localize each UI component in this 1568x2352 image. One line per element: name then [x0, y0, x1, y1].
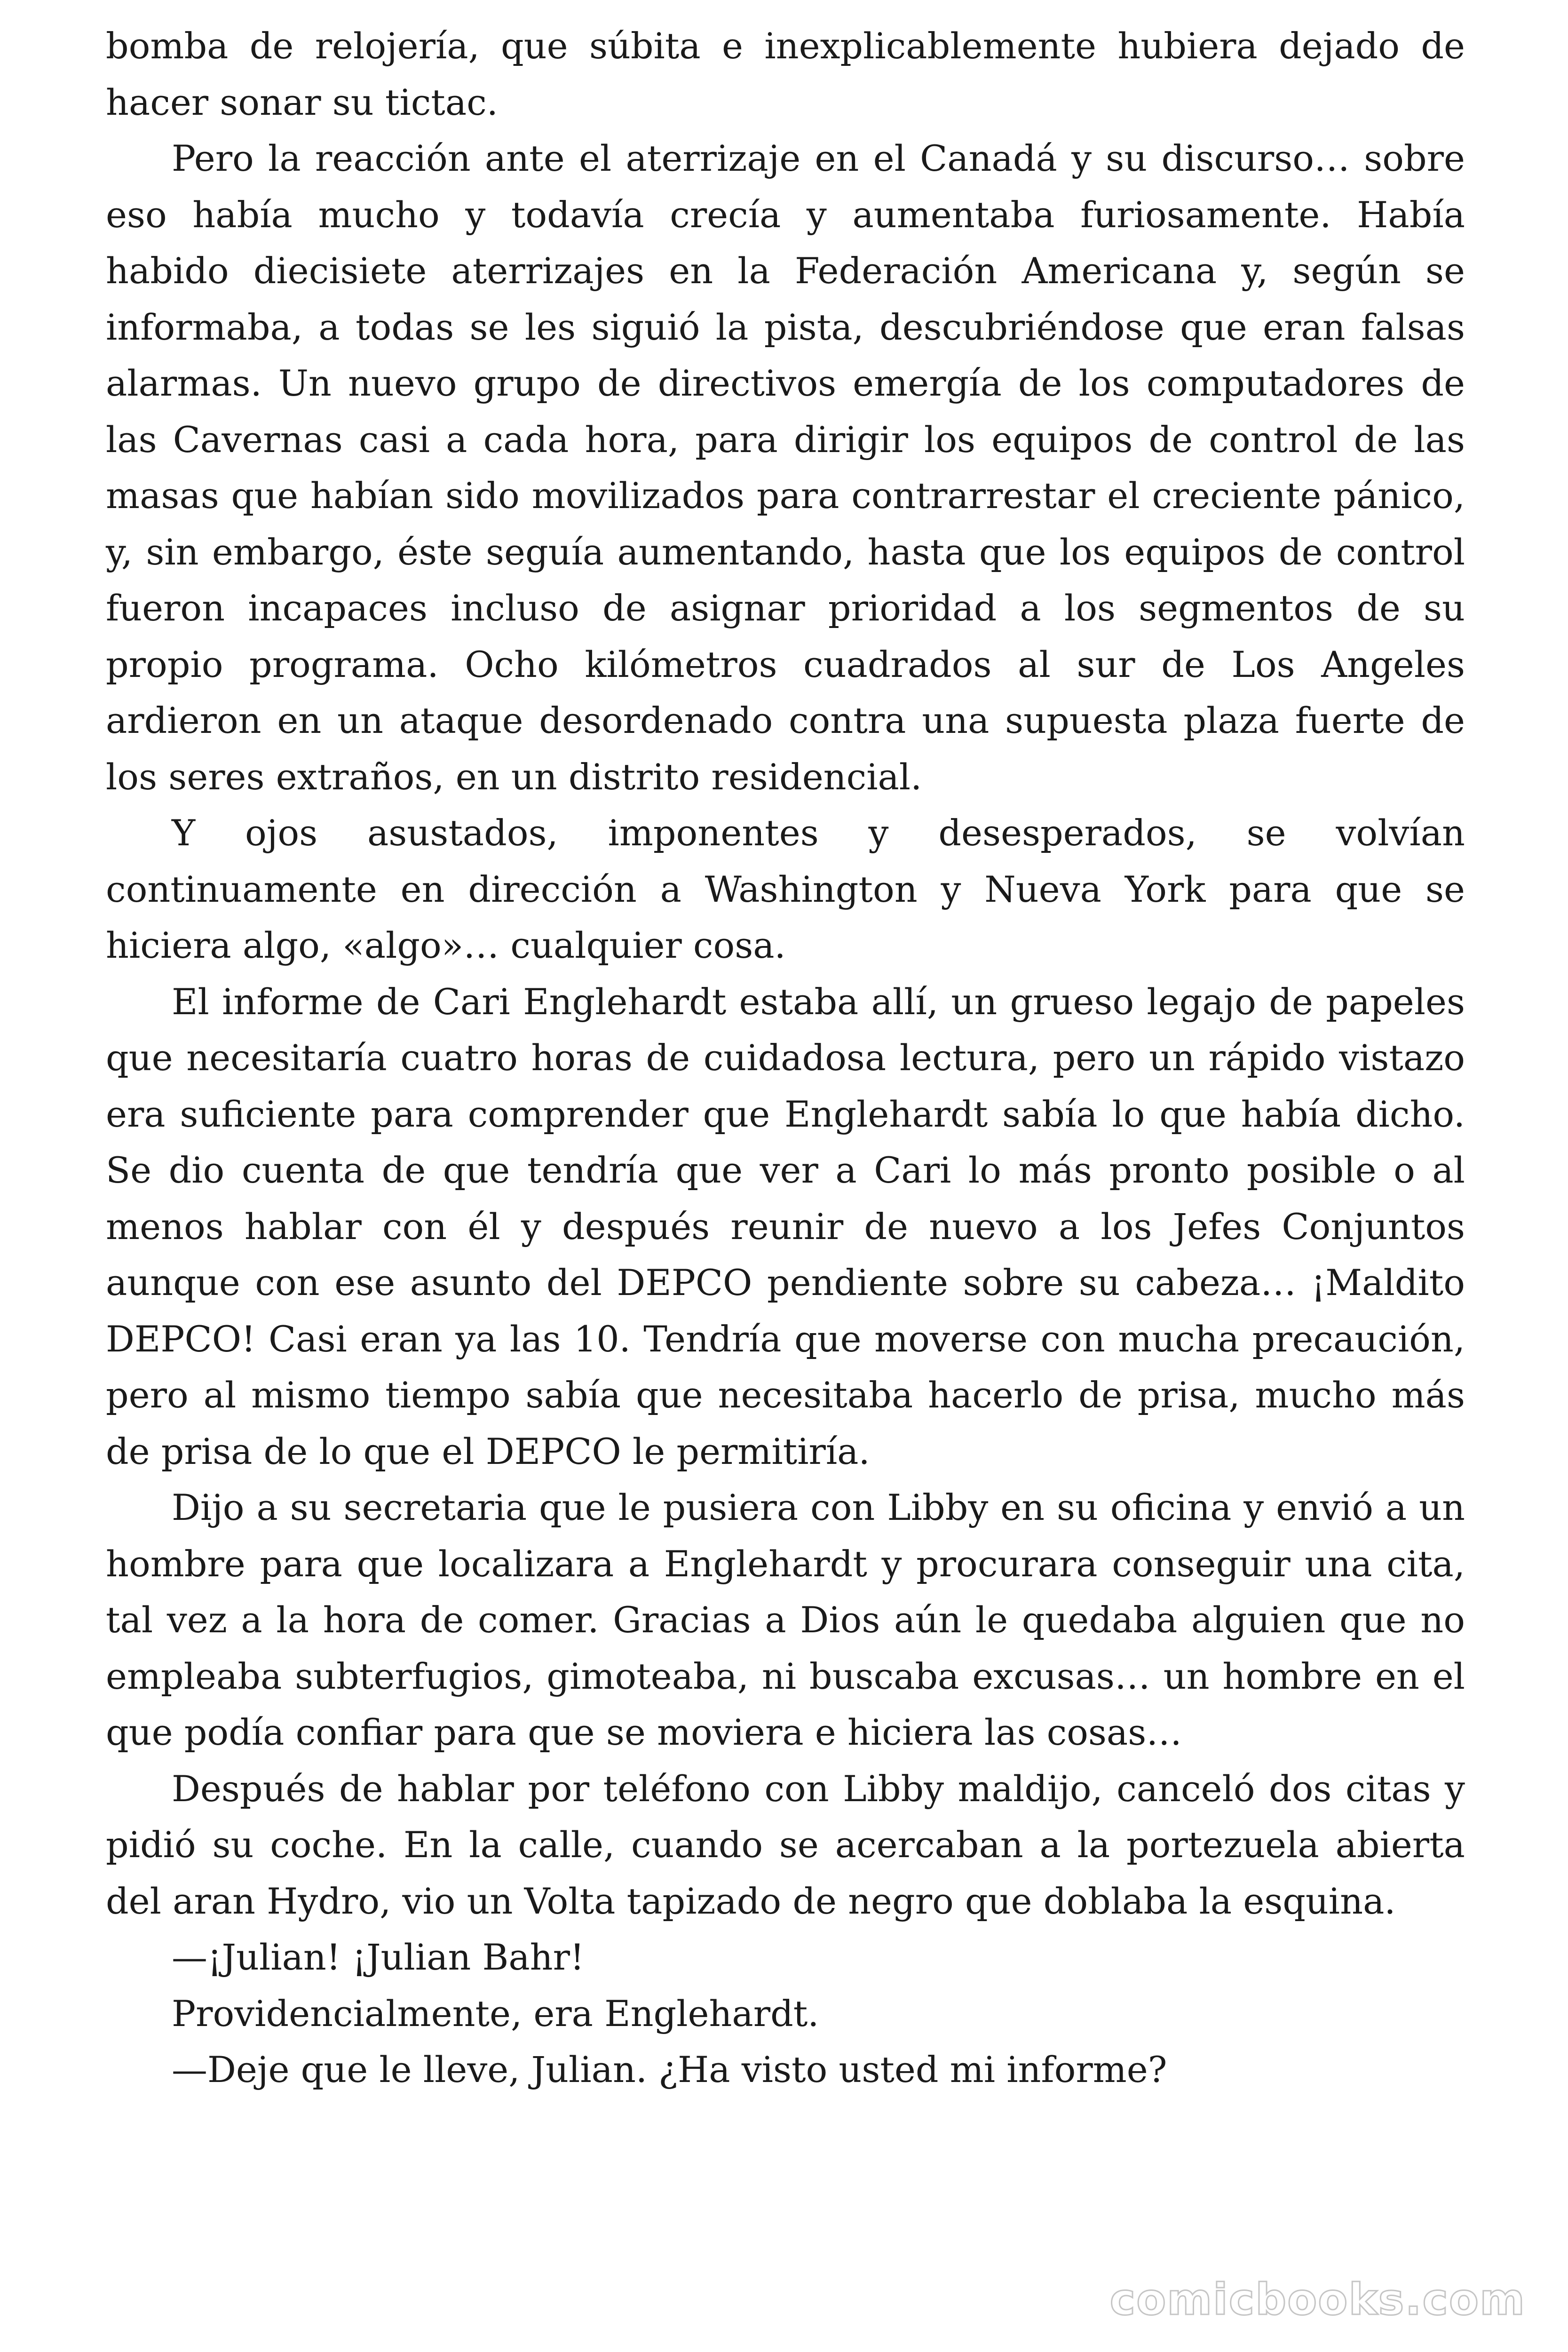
body-text: [106, 18, 1465, 2098]
dialogue-line-2: —Deje que le lleve, Julian. ¿Ha visto usted mi informe?: [172, 2049, 1167, 2090]
paragraph-6: Después de hablar por teléfono con Libby maldijo, canceló dos citas y pidió su coche. En la calle, cuando se acercaban a la portezuela abierta del aran Hydro, vio un Volta tapizado de negro que doblaba la esquina.: [106, 1767, 1465, 1922]
paragraph-1: bomba de relojería, que súbita e inexplicablemente hubiera dejado de hacer sonar su tictac.: [106, 25, 1465, 123]
paragraph-4: El informe de Cari Englehardt estaba allí, un grueso legajo de papeles que necesitaría cuatro horas de cuidadosa lectura, pero un rápido vistazo era suficiente para comprender que Englehardt sabía lo que había dicho. Se dio cuenta de que tendría que ver a Cari lo más pronto posible o al menos hablar con él y después reunir de nuevo a los Jefes Conjuntos aunque con ese asunto del DEPCO pendiente sobre su cabeza… ¡Maldito DEPCO! Casi eran ya las 10. Tendría que moverse con mucha precaución, pero al mismo tiempo sabía que necesitaba hacerlo de prisa, mucho más de prisa de lo que el DEPCO le permitiría.: [106, 980, 1465, 1472]
dialogue-line-1: —¡Julian! ¡Julian Bahr!: [172, 1936, 585, 1978]
paragraph-3: Y ojos asustados, imponentes y desesperados, se volvían continuamente en dirección a Washington y Nueva York para que se hiciera algo, «algo»… cualquier cosa.: [106, 812, 1465, 966]
site-watermark: comicbooks.com: [1109, 2274, 1526, 2325]
paragraph-5: Dijo a su secretaria que le pusiera con Libby en su oficina y envió a un hombre para que localizara a Englehardt y procurara conseguir una cita, tal vez a la hora de comer. Gracias a Dios aún le quedaba alguien que no empleaba subterfugios, gimoteaba, ni buscaba excusas… un hombre en el que podía confiar para que se moviera e hiciera las cosas…: [106, 1486, 1465, 1753]
paragraph-2: Pero la reacción ante el aterrizaje en el Canadá y su discurso… sobre eso había mucho y todavía crecía y aumentaba furiosamente. Había habido diecisiete aterrizajes en la Federación Americana y, según se informaba, a todas se les siguió la pista, descubriéndose que eran falsas alarmas. Un nuevo grupo de directivos emergía de los computadores de las Cavernas casi a cada hora, para dirigir los equipos de control de las masas que habían sido movilizados para contrarrestar el creciente pánico, y, sin embargo, éste seguía aumentando, hasta que los equipos de control fueron incapaces incluso de asignar prioridad a los segmentos de su propio programa. Ocho kilómetros cuadrados al sur de Los Angeles ardieron en un ataque desordenado contra una supuesta plaza fuerte de los seres extraños, en un distrito residencial.: [106, 137, 1465, 798]
paragraph-7: Providencialmente, era Englehardt.: [172, 1992, 819, 2034]
